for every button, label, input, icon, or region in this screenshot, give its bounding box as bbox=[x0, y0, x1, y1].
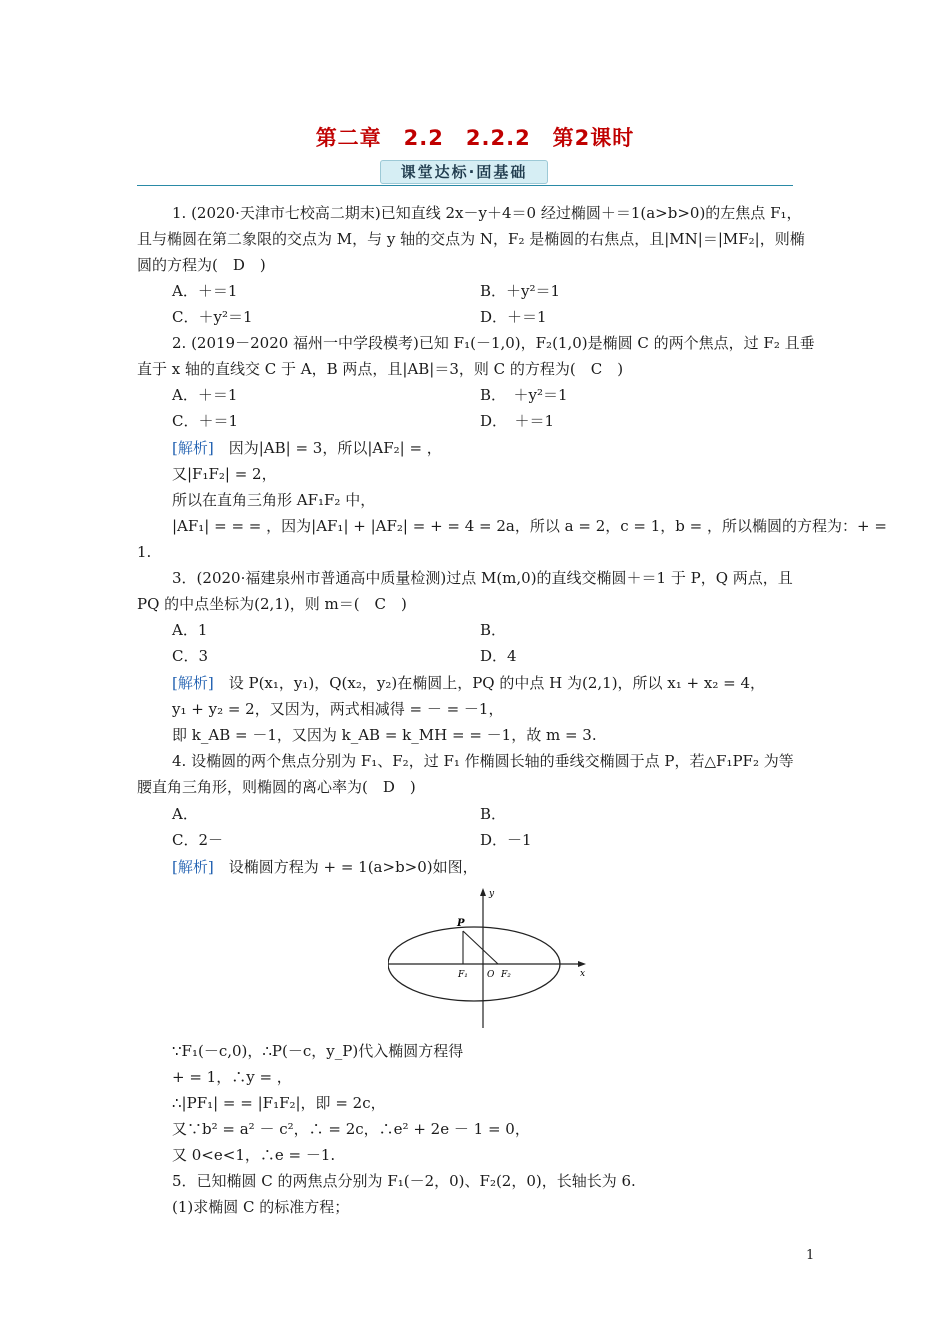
q3-option-a: A．1 bbox=[172, 621, 208, 639]
q4-solution-line-4: 又∵b² = a² － c²，∴ = 2c，∴e² + 2e － 1 = 0， bbox=[172, 1120, 530, 1138]
q2-line-1: 2. (2019－2020 福州一中学段模考)已知 F₁(－1,0)，F₂(1,0)是椭圆 C 的两个焦点，过 F₂ 且垂 bbox=[172, 334, 815, 352]
q4-option-d: D．－1 bbox=[480, 831, 532, 849]
q4-solution-line-3: ∴|PF₁| = = |F₁F₂|，即 = 2c， bbox=[172, 1094, 386, 1112]
label-f1: F₁ bbox=[458, 970, 468, 980]
page-number: 1 bbox=[806, 1248, 815, 1263]
q3-analysis-line-3: 即 k_AB = －1，又因为 k_AB = k_MH = = －1，故 m = 3. bbox=[172, 726, 597, 744]
q4-analysis-line-1 bbox=[172, 857, 478, 877]
section-banner: 课堂达标·固基础 bbox=[380, 160, 548, 184]
analysis-text: 因为|AB| = 3，所以|AF₂| = ， bbox=[213, 439, 442, 457]
q2-option-b: B． ＋y²＝1 bbox=[480, 386, 568, 404]
q3-option-b: B． bbox=[480, 621, 507, 639]
page-title: 第二章 2.2 2.2.2 第2课时 bbox=[315, 126, 635, 150]
segment-pf2 bbox=[463, 931, 498, 964]
q4-line-2: 腰直角三角形，则椭圆的离心率为( D ) bbox=[137, 778, 416, 796]
x-axis-arrow bbox=[578, 961, 586, 967]
q2-option-c: C．＋＝1 bbox=[172, 412, 239, 430]
label-p: P bbox=[457, 918, 465, 929]
analysis-text: 设 P(x₁，y₁)，Q(x₂，y₂)在椭圆上，PQ 的中点 H 为(2,1)，所以 x₁ + x₂ = 4， bbox=[213, 674, 766, 692]
q4-option-b: B． bbox=[480, 805, 507, 823]
q2-analysis-line-3: 所以在直角三角形 AF₁F₂ 中， bbox=[172, 491, 376, 509]
q1-option-d: D．＋＝1 bbox=[480, 308, 547, 326]
label-x: x bbox=[580, 969, 586, 979]
q1-line-1: 1. (2020·天津市七校高二期末)已知直线 2x－y＋4＝0 经过椭圆＋＝1(a>b>0)的左焦点 F₁， bbox=[172, 204, 802, 222]
q4-line-1: 4. 设椭圆的两个焦点分别为 F₁、F₂，过 F₁ 作椭圆长轴的垂线交椭圆于点 P，若△F₁PF₂ 为等 bbox=[172, 752, 794, 770]
q1-line-2: 且与椭圆在第二象限的交点为 M，与 y 轴的交点为 N，F₂ 是椭圆的右焦点，且|MN|＝|MF₂|，则椭 bbox=[137, 230, 805, 248]
q3-analysis-line-2: y₁ + y₂ = 2，又因为，两式相减得 = － = －1， bbox=[172, 700, 504, 718]
q4-solution-line-1: ∵F₁(－c,0)，∴P(－c，y_P)代入椭圆方程得 bbox=[172, 1042, 464, 1060]
q2-analysis-line-4: |AF₁| = = = ，因为|AF₁| + |AF₂| = + = 4 = 2a，所以 a = 2，c = 1，b = ，所以椭圆的方程为：+ = bbox=[172, 517, 887, 535]
analysis-text: 设椭圆方程为 + = 1(a>b>0)如图， bbox=[213, 858, 478, 876]
q1-line-3: 圆的方程为( D ) bbox=[137, 256, 266, 274]
q2-analysis-line-5: 1. bbox=[137, 543, 152, 561]
q2-option-a: A．＋＝1 bbox=[172, 386, 238, 404]
label-f2: F₂ bbox=[501, 970, 511, 980]
label-o: O bbox=[487, 970, 495, 980]
q3-option-c: C．3 bbox=[172, 647, 209, 665]
q3-line-1: 3．(2020·福建泉州市普通高中质量检测)过点 M(m,0)的直线交椭圆＋＝1 于 P，Q 两点，且 bbox=[172, 569, 793, 587]
y-axis-arrow bbox=[480, 888, 486, 896]
label-y: y bbox=[489, 889, 495, 899]
q4-solution-line-2: + = 1，∴y = ， bbox=[172, 1068, 292, 1086]
header-rule bbox=[137, 185, 793, 186]
ellipse-figure bbox=[388, 884, 594, 1034]
q1-option-b: B．＋y²＝1 bbox=[480, 282, 561, 300]
q5-line-1: 5．已知椭圆 C 的两焦点分别为 F₁(－2，0)、F₂(2，0)，长轴长为 6. bbox=[172, 1172, 636, 1190]
q4-option-c: C．2－ bbox=[172, 831, 224, 849]
analysis-tag: [解析] bbox=[172, 439, 214, 457]
analysis-tag: [解析] bbox=[172, 858, 214, 876]
q3-option-d: D．4 bbox=[480, 647, 517, 665]
q4-solution-line-5: 又 0<e<1，∴e = －1. bbox=[172, 1146, 336, 1164]
q2-analysis-line-2: 又|F₁F₂| = 2， bbox=[172, 465, 277, 483]
q1-option-a: A．＋＝1 bbox=[172, 282, 238, 300]
analysis-tag: [解析] bbox=[172, 674, 214, 692]
q4-option-a: A． bbox=[172, 805, 198, 823]
q5-line-2: (1)求椭圆 C 的标准方程； bbox=[172, 1198, 350, 1216]
q3-line-2: PQ 的中点坐标为(2,1)，则 m＝( C ) bbox=[137, 595, 407, 613]
q2-option-d: D． ＋＝1 bbox=[480, 412, 555, 430]
q2-analysis-line-1 bbox=[172, 438, 442, 458]
q2-line-2: 直于 x 轴的直线交 C 于 A，B 两点，且|AB|＝3，则 C 的方程为( C ) bbox=[137, 360, 624, 378]
q1-option-c: C．＋y²＝1 bbox=[172, 308, 253, 326]
q3-analysis-line-1 bbox=[172, 673, 765, 693]
